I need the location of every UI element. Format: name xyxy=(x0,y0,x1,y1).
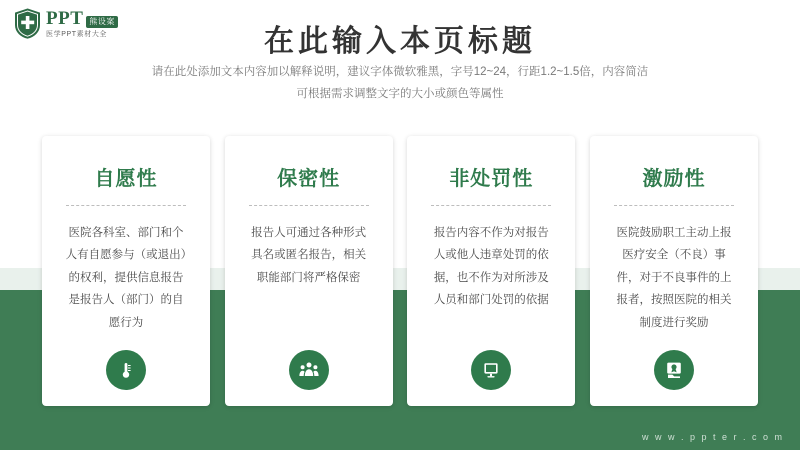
logo-tagline: 医学PPT素材大全 xyxy=(46,31,108,38)
card-divider xyxy=(249,205,369,206)
card-item[interactable] xyxy=(42,136,210,406)
logo-badge: 熊设案 xyxy=(86,16,118,28)
logo-brand-text: PPT xyxy=(46,8,84,29)
subtitle-line-1: 请在此处添加文本内容加以解释说明，建议字体微软雅黑，字号12~24，行距1.2~1.5倍，内容简洁 xyxy=(151,66,649,78)
card-item[interactable] xyxy=(225,136,393,406)
card-body: 报告人可通过各种形式具名或匿名报告，相关职能部门将严格保密 xyxy=(251,227,367,284)
monitor-icon xyxy=(471,350,511,390)
card-title: 自愿性 xyxy=(94,168,158,190)
subtitle-line-2: 可根据需求调整文字的大小或颜色等属性 xyxy=(296,87,504,100)
page-title: 在此输入本页标题 xyxy=(264,25,536,58)
card-title: 激励性 xyxy=(642,168,706,190)
card-title: 保密性 xyxy=(277,168,341,190)
footer-watermark: w w w . p p t e r . c o m xyxy=(641,432,784,442)
card-item[interactable] xyxy=(407,136,575,406)
card-body: 医院各科室、部门和个人有自愿参与（或退出）的权利，提供信息报告是报告人（部门）的自愿行为 xyxy=(65,227,187,329)
award-hand-icon xyxy=(654,350,694,390)
card-item[interactable] xyxy=(590,136,758,406)
card-divider xyxy=(431,205,551,206)
card-list xyxy=(42,136,758,406)
card-title: 非处罚性 xyxy=(449,168,534,190)
card-body: 报告内容不作为对报告人或他人违章处罚的依据，也不作为对所涉及人员和部门处罚的依据 xyxy=(433,227,549,307)
thermometer-icon xyxy=(106,350,146,390)
card-divider xyxy=(614,205,734,206)
card-body: 医院鼓励职工主动上报医疗安全（不良）事件，对于不良事件的上报者，按照医院的相关制度进行奖励 xyxy=(616,227,732,329)
card-divider xyxy=(66,205,186,206)
page-subtitle xyxy=(0,62,800,106)
people-group-icon xyxy=(289,350,329,390)
